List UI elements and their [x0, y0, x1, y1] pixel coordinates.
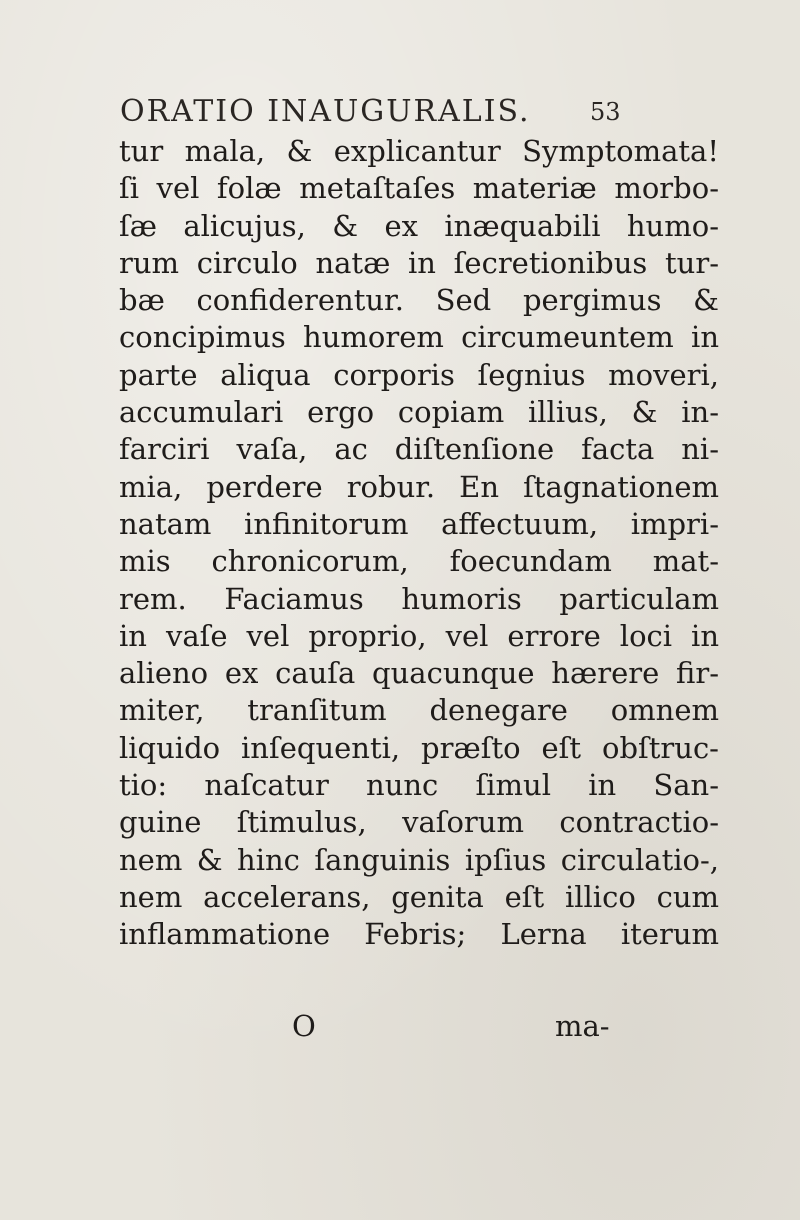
body-text — [119, 133, 719, 954]
text-line: nem accelerans, genita eſt illico cum — [119, 879, 719, 914]
text-line: liquido inſequenti, præſto eſt obſtruc- — [119, 730, 719, 765]
catchword: ma- — [555, 1009, 610, 1043]
text-line: concipimus humorem circumeuntem in — [119, 320, 719, 355]
text-line: rum circulo natæ in ſecretionibus tur- — [119, 245, 719, 280]
text-line: accumulari ergo copiam illius, & in- — [119, 395, 719, 430]
running-head: ORATIO INAUGURALIS. — [120, 94, 531, 129]
text-line: ſæ alicujus, & ex inæquabili humo- — [119, 208, 719, 243]
text-line: bæ confiderentur. Sed pergimus & — [119, 283, 719, 318]
page-number: 53 — [590, 98, 621, 126]
text-line: tio: naſcatur nunc ſimul in San- — [119, 768, 719, 803]
text-line: miter, tranſitum denegare omnem — [119, 693, 719, 728]
text-line: rem. Faciamus humoris particulam — [119, 581, 719, 616]
text-line: inflammatione Febris; Lerna iterum — [119, 917, 719, 952]
text-line: farciri vaſa, ac diſtenſione facta ni- — [119, 432, 719, 467]
text-line: nem & hinc ſanguinis ipſius circulatio-, — [119, 842, 719, 877]
text-line: mis chronicorum, foecundam mat- — [119, 544, 719, 579]
signature-mark: O — [292, 1009, 316, 1043]
text-line: guine ſtimulus, vaſorum contractio- — [119, 805, 719, 840]
text-line: mia, perdere robur. En ſtagnationem — [119, 469, 719, 504]
text-line: natam infinitorum affectuum, impri- — [119, 506, 719, 541]
text-line: parte aliqua corporis ſegnius moveri, — [119, 357, 719, 392]
text-line: tur mala, & explicantur Symptomata! — [119, 134, 719, 168]
text-line: alieno ex cauſa quacunque hærere fir- — [119, 656, 719, 691]
text-line: in vaſe vel proprio, vel errore loci in — [119, 618, 719, 653]
text-line: ſi vel folæ metaſtaſes materiæ morbo- — [119, 171, 719, 206]
